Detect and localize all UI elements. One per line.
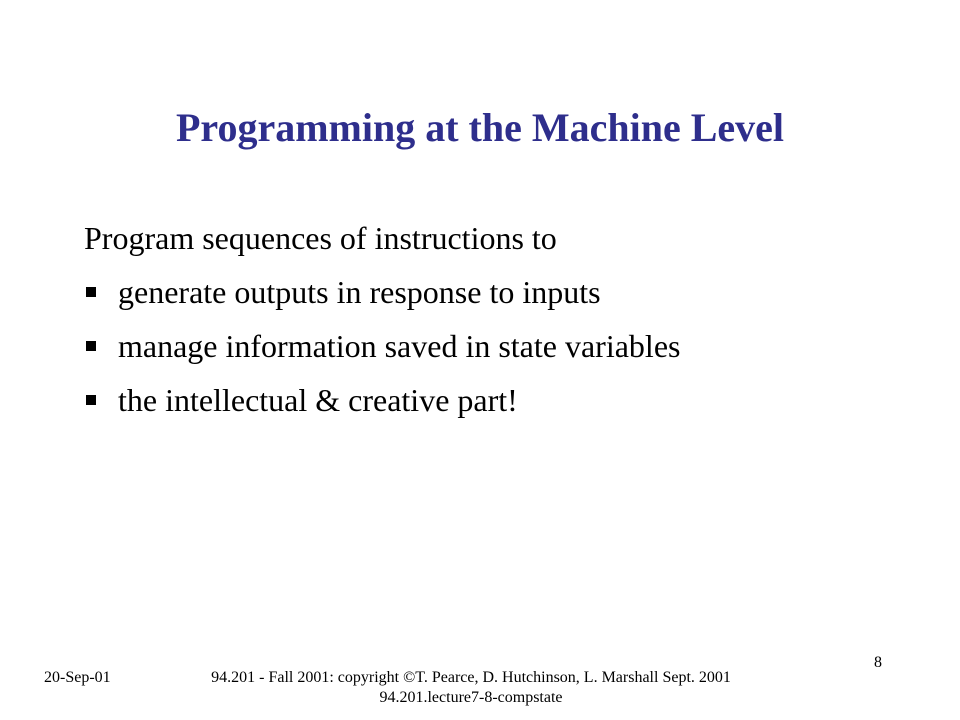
- footer-date: 20-Sep-01: [44, 669, 111, 686]
- square-bullet-icon: [86, 287, 96, 297]
- intro-text: Program sequences of instructions to: [84, 220, 557, 256]
- square-bullet-icon: [86, 395, 96, 405]
- bullet-item: [84, 326, 904, 366]
- footer-copyright: [150, 668, 792, 708]
- bullet-item: [84, 380, 904, 420]
- page-number: 8: [874, 654, 882, 671]
- bullet-list: [84, 272, 904, 420]
- slide-title: Programming at the Machine Level: [175, 105, 785, 150]
- bullet-text: generate outputs in response to inputs: [118, 273, 601, 310]
- bullet-text: the intellectual & creative part!: [118, 381, 518, 418]
- footer-filename: 94.201.lecture7-8-compstate: [379, 689, 563, 706]
- bullet-text: manage information saved in state variables: [118, 327, 681, 364]
- square-bullet-icon: [86, 341, 96, 351]
- footer-copyright-line: 94.201 - Fall 2001: copyright ©T. Pearce, D. Hutchinson, L. Marshall Sept. 2001: [211, 669, 731, 686]
- bullet-item: [84, 272, 904, 312]
- slide-body: [84, 218, 904, 434]
